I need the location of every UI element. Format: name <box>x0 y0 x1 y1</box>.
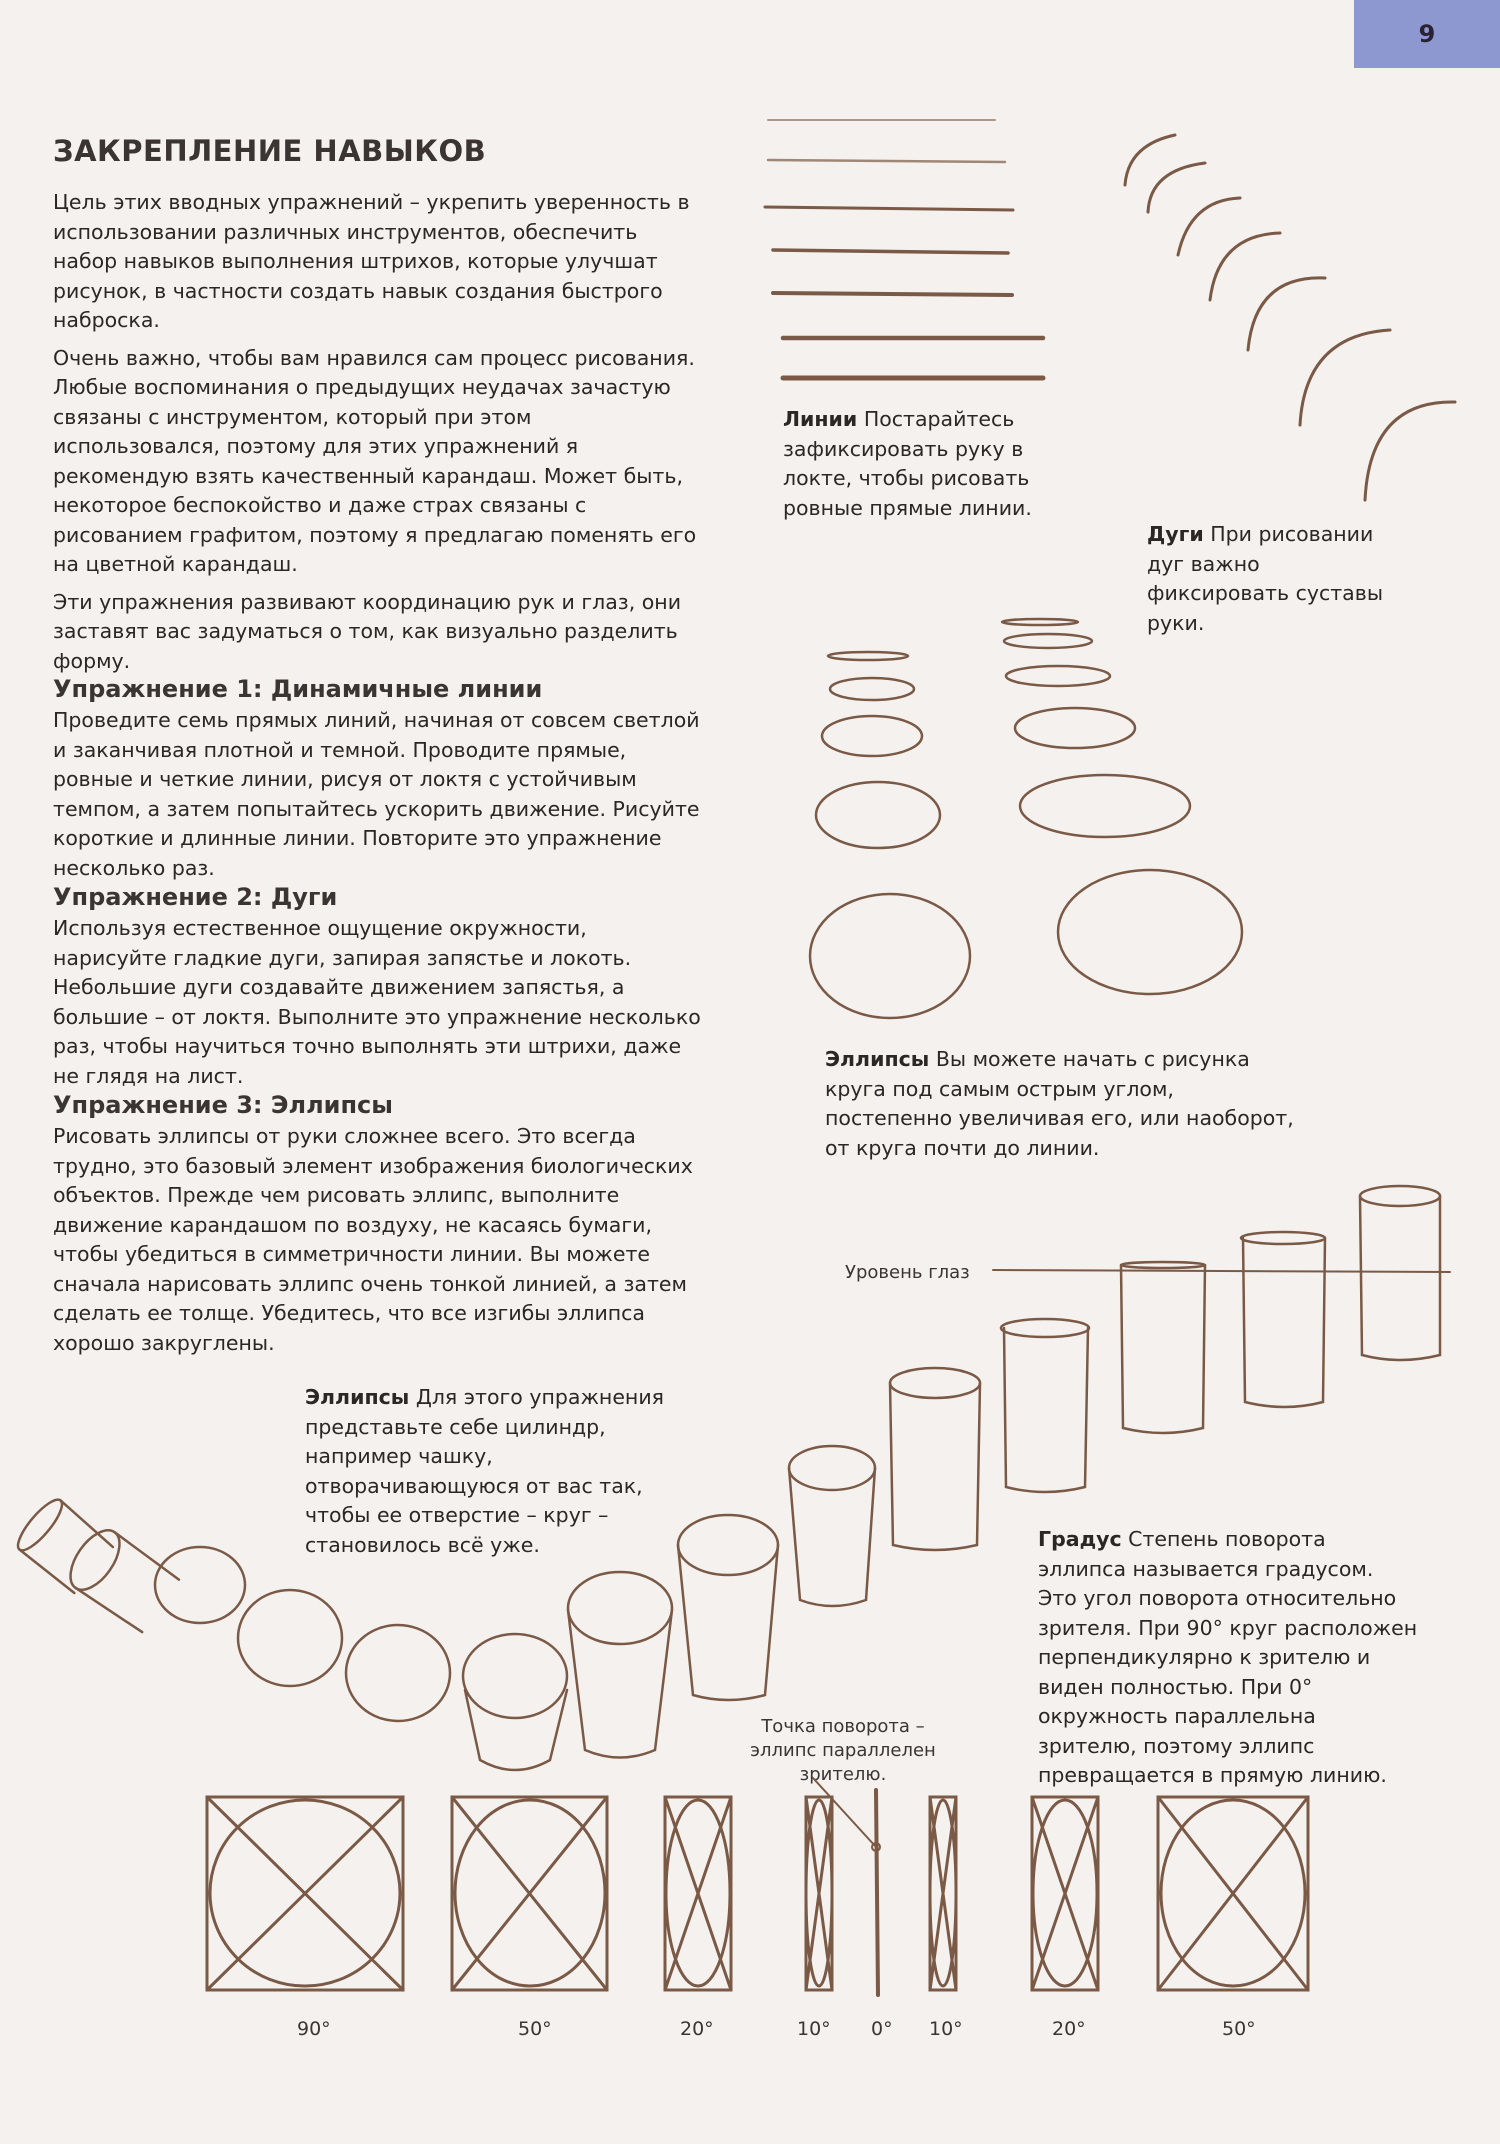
exercise-1-text: Проведите семь прямых линий, начиная от совсем светлой и заканчивая плотной и темной. Проводите прямые, ровные и четкие линии, рисуя от локтя с устойчивым темпом, а затем попытайтесь ускорить движение. Рисуйте короткие и длинные линии. Повторите это упражнение несколько раз. <box>53 708 700 880</box>
exercise-2-title: Упражнение 2: Дуги <box>53 883 338 911</box>
degree-caption-text: Степень поворота эллипса называется градусом. Это угол поворота относительно зрителя. При 90° круг расположен перпендикулярно к зрителю и виден полностью. При 0° окружность параллельна зрителю, поэтому эллипс превращается в прямую линию. <box>1038 1527 1418 1787</box>
ellipses-caption-text: Вы можете начать с рисунка круга под самым острым углом, постепенно увеличивая его, или наоборот, от круга почти до линии. <box>825 1047 1294 1160</box>
arc-exercise-sketch <box>1125 135 1455 500</box>
cylinder-caption-title: Эллипсы <box>305 1385 410 1409</box>
lines-caption-text: Постарайтесь зафиксировать руку в локте, чтобы рисовать ровные прямые линии. <box>783 407 1032 520</box>
degree-label: 90° <box>297 2018 331 2040</box>
exercise-2-text: Используя естественное ощущение окружности, нарисуйте гладкие дуги, запирая запястье и локоть. Небольшие дуги создавайте движением запястья, а большие – от локтя. Выполните это упражнение несколько раз, чтобы научиться точно выполнять эти штрихи, даже не глядя на лист. <box>53 916 701 1088</box>
pivot-label: Точка поворота – эллипс параллелен зрителю. <box>750 1716 936 1785</box>
ellipse-degree-boxes <box>207 1778 1308 1995</box>
degree-label: 50° <box>1222 2018 1256 2040</box>
degree-label: 10° <box>929 2018 963 2040</box>
exercise-3-text: Рисовать эллипсы от руки сложнее всего. Это всегда трудно, это базовый элемент изображения биологических объектов. Прежде чем рисовать эллипс, выполните движение карандашом по воздуху, не касаясь бумаги, чтобы убедиться в симметричности линии. Вы можете сначала нарисовать эллипс очень тонкой линией, а затем сделать ее толще. Убедитесь, что все изгибы эллипса хорошо закруглены. <box>53 1124 693 1355</box>
arcs-caption-title: Дуги <box>1147 522 1204 546</box>
degree-label: 50° <box>518 2018 552 2040</box>
intro-paragraph-2: Очень важно, чтобы вам нравился сам процесс рисования. Любые воспоминания о предыдущих неудачах зачастую связаны с инструментом, который при этом использовался, поэтому для этих упражнений я рекомендую взять качественный карандаш. Может быть, некоторое беспокойство и даже страх связаны с рисованием графитом, поэтому я предлагаю поменять его на цветной карандаш. <box>53 345 697 576</box>
intro-paragraph-1: Цель этих вводных упражнений – укрепить уверенность в использовании различных инструментов, обеспечить набор навыков выполнения штрихов, которые улучшат рисунок, в частности создать навык создания быстрого наброска. <box>53 190 690 332</box>
degree-label: 0° <box>871 2018 893 2040</box>
eye-level-label: Уровень глаз <box>845 1262 970 1283</box>
degree-label: 20° <box>1052 2018 1086 2040</box>
page-number: 9 <box>1354 0 1500 68</box>
exercise-3-title: Упражнение 3: Эллипсы <box>53 1091 393 1119</box>
degree-label: 10° <box>797 2018 831 2040</box>
cylinder-caption-text: Для этого упражнения представьте себе цилиндр, например чашку, отворачивающуюся от вас так, чтобы ее отверстие – круг – становилось всё уже. <box>305 1385 664 1557</box>
page-heading: ЗАКРЕПЛЕНИЕ НАВЫКОВ <box>53 134 487 168</box>
lines-caption-title: Линии <box>783 407 858 431</box>
arcs-caption-text: При рисовании дуг важно фиксировать суставы руки. <box>1147 522 1384 635</box>
rotating-cylinders-sketch <box>12 1186 1440 1770</box>
intro-paragraph-3: Эти упражнения развивают координацию рук и глаз, они заставят вас задуматься о том, как визуально разделить форму. <box>53 589 682 673</box>
ellipse-progression-left <box>810 652 970 1018</box>
degree-caption-title: Градус <box>1038 1527 1122 1551</box>
exercise-1-title: Упражнение 1: Динамичные линии <box>53 675 543 703</box>
degree-label: 20° <box>680 2018 714 2040</box>
line-exercise-sketch <box>765 120 1043 378</box>
ellipse-progression-right <box>1002 619 1242 994</box>
ellipses-caption-title: Эллипсы <box>825 1047 930 1071</box>
